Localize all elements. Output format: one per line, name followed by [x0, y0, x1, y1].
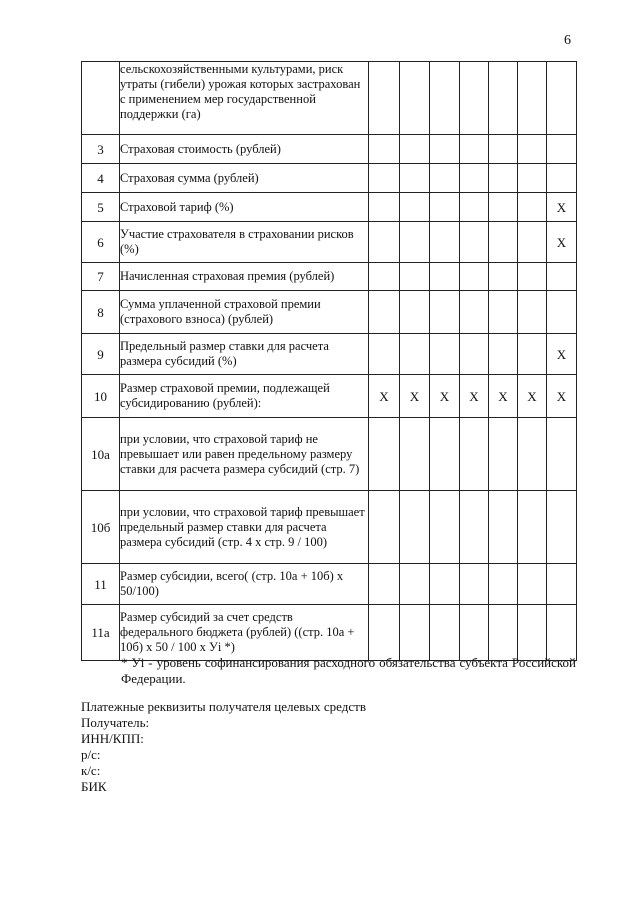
inn-kpp-label: ИНН/КПП:: [81, 731, 144, 746]
value-cell: [460, 135, 489, 164]
value-cell: [547, 263, 577, 291]
value-cell: [489, 291, 518, 334]
table-row: [82, 491, 577, 564]
row-number: 8: [82, 291, 120, 334]
value-cell: [460, 564, 489, 605]
value-cell: [460, 291, 489, 334]
value-cell: [460, 164, 489, 193]
value-cell: [460, 334, 489, 375]
value-cell: [460, 62, 489, 135]
row-description: при условии, что страховой тариф превышает предельный размер ставки для расчета размера субсидий (стр. 4 х стр. 9 / 100): [120, 491, 369, 564]
recipient-label: Получатель:: [81, 715, 150, 730]
value-cell: [518, 62, 547, 135]
value-cell: [369, 291, 400, 334]
row-number: 11а: [82, 605, 120, 661]
value-cell: [460, 263, 489, 291]
page-number: 6: [564, 33, 571, 48]
row-number: 9: [82, 334, 120, 375]
row-description: Участие страхователя в страховании рисков (%): [120, 222, 369, 263]
row-description: Предельный размер ставки для расчета размера субсидий (%): [120, 334, 369, 375]
value-cell: X: [518, 375, 547, 418]
table-row: [82, 135, 577, 164]
row-number: 3: [82, 135, 120, 164]
row-description: Страховой тариф (%): [120, 193, 369, 222]
row-description: Размер субсидий за счет средств федерального бюджета (рублей) ((стр. 10а + 10б) х 50 / 100 х Уi *): [120, 605, 369, 661]
value-cell: [369, 334, 400, 375]
value-cell: [518, 164, 547, 193]
value-cell: [518, 418, 547, 491]
value-cell: [369, 62, 400, 135]
value-cell: [400, 564, 430, 605]
value-cell: [430, 605, 460, 661]
value-cell: [430, 491, 460, 564]
table-row: [82, 62, 577, 135]
row-description: Размер страховой премии, подлежащей субсидированию (рублей):: [120, 375, 369, 418]
ks-label: к/с:: [81, 763, 101, 778]
value-cell: [430, 135, 460, 164]
table-row: [82, 375, 577, 418]
value-cell: X: [430, 375, 460, 418]
rs-label: р/с:: [81, 747, 101, 762]
value-cell: [430, 193, 460, 222]
row-description: при условии, что страховой тариф не превышает или равен предельному размеру ставки для расчета размера субсидий (стр. 7): [120, 418, 369, 491]
value-cell: [489, 491, 518, 564]
value-cell: [489, 164, 518, 193]
value-cell: [460, 491, 489, 564]
value-cell: [518, 135, 547, 164]
value-cell: [400, 222, 430, 263]
payment-requisites: [81, 699, 576, 795]
value-cell: [400, 263, 430, 291]
value-cell: [547, 164, 577, 193]
value-cell: [518, 491, 547, 564]
value-cell: [430, 62, 460, 135]
footnote-text: * Уi - уровень софинансирования расходного обязательства субъекта Российской Федерации.: [121, 655, 576, 686]
row-number: 5: [82, 193, 120, 222]
value-cell: [369, 491, 400, 564]
value-cell: [489, 62, 518, 135]
value-cell: [518, 605, 547, 661]
value-cell: [369, 263, 400, 291]
value-cell: [547, 491, 577, 564]
value-cell: [489, 605, 518, 661]
value-cell: [489, 334, 518, 375]
value-cell: [400, 62, 430, 135]
table-row: [82, 222, 577, 263]
table-row: [82, 193, 577, 222]
row-description: Страховая стоимость (рублей): [120, 135, 369, 164]
value-cell: X: [547, 375, 577, 418]
value-cell: [518, 334, 547, 375]
value-cell: [400, 491, 430, 564]
value-cell: [489, 564, 518, 605]
row-number: [82, 62, 120, 135]
value-cell: [400, 135, 430, 164]
value-cell: [430, 334, 460, 375]
value-cell: [430, 263, 460, 291]
value-cell: [460, 605, 489, 661]
value-cell: [400, 291, 430, 334]
value-cell: X: [547, 334, 577, 375]
row-description: Страховая сумма (рублей): [120, 164, 369, 193]
value-cell: [400, 334, 430, 375]
value-cell: [400, 418, 430, 491]
value-cell: [400, 605, 430, 661]
table-row: [82, 564, 577, 605]
table-row: [82, 263, 577, 291]
value-cell: [430, 418, 460, 491]
value-cell: [369, 222, 400, 263]
value-cell: [489, 418, 518, 491]
value-cell: [400, 164, 430, 193]
value-cell: [518, 222, 547, 263]
row-number: 10б: [82, 491, 120, 564]
value-cell: [400, 193, 430, 222]
value-cell: [518, 193, 547, 222]
value-cell: X: [547, 193, 577, 222]
row-description: сельскохозяйственными культурами, риск утраты (гибели) урожая которых застрахован с применением мер государственной поддержки (га): [120, 62, 369, 135]
row-description: Начисленная страховая премия (рублей): [120, 263, 369, 291]
value-cell: [460, 222, 489, 263]
value-cell: [369, 564, 400, 605]
value-cell: X: [547, 222, 577, 263]
table-row: [82, 291, 577, 334]
row-number: 4: [82, 164, 120, 193]
value-cell: [369, 164, 400, 193]
value-cell: X: [460, 375, 489, 418]
value-cell: [489, 193, 518, 222]
value-cell: [547, 564, 577, 605]
value-cell: [489, 222, 518, 263]
value-cell: [547, 62, 577, 135]
value-cell: [430, 564, 460, 605]
value-cell: [369, 418, 400, 491]
table-row: [82, 334, 577, 375]
value-cell: [369, 193, 400, 222]
row-description: Сумма уплаченной страховой премии (страхового взноса) (рублей): [120, 291, 369, 334]
value-cell: [489, 263, 518, 291]
value-cell: [369, 135, 400, 164]
table-row: [82, 164, 577, 193]
value-cell: [547, 418, 577, 491]
footnote: [81, 655, 576, 687]
value-cell: [430, 222, 460, 263]
subsidy-calculation-table: [81, 61, 577, 661]
value-cell: X: [489, 375, 518, 418]
row-number: 7: [82, 263, 120, 291]
requisites-title: Платежные реквизиты получателя целевых средств: [81, 699, 366, 714]
row-number: 6: [82, 222, 120, 263]
value-cell: [518, 291, 547, 334]
table-row: [82, 605, 577, 661]
value-cell: [460, 193, 489, 222]
table-row: [82, 418, 577, 491]
row-number: 11: [82, 564, 120, 605]
value-cell: X: [369, 375, 400, 418]
value-cell: [369, 605, 400, 661]
value-cell: [518, 564, 547, 605]
value-cell: [518, 263, 547, 291]
value-cell: X: [400, 375, 430, 418]
value-cell: [430, 164, 460, 193]
value-cell: [547, 605, 577, 661]
row-description: Размер субсидии, всего( (стр. 10а + 10б) х 50/100): [120, 564, 369, 605]
value-cell: [547, 291, 577, 334]
value-cell: [460, 418, 489, 491]
value-cell: [430, 291, 460, 334]
value-cell: [547, 135, 577, 164]
value-cell: [489, 135, 518, 164]
row-number: 10: [82, 375, 120, 418]
bik-label: БИК: [81, 779, 107, 794]
row-number: 10а: [82, 418, 120, 491]
